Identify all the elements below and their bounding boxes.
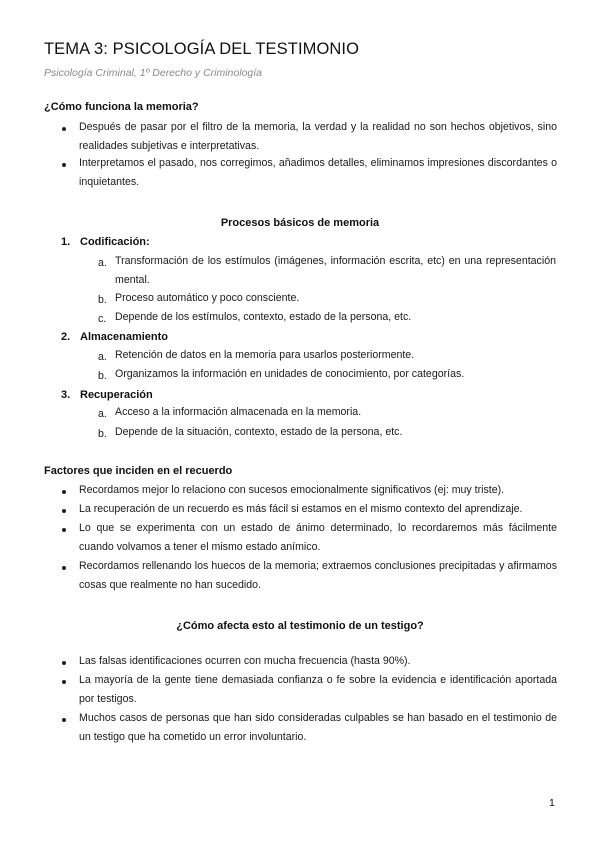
almacenamiento-item-a: Retención de datos en la memoria para usarlos posteriormente. <box>115 349 415 361</box>
factors-bullet-2: La recuperación de un recuerdo es más fácil si estamos en el mismo contexto del aprendizaje. <box>79 503 523 515</box>
memory-bullet-1: Después de pasar por el filtro de la memoria, la verdad y la realidad no son hechos objetivos, sino realidades subjetivas e interpretativas. <box>79 121 557 152</box>
factors-bullet-1: Recordamos mejor lo relaciono con sucesos emocionalmente significativos (ej: muy triste). <box>79 484 505 496</box>
section-heading-processes: Procesos básicos de memoria <box>220 217 380 229</box>
codificacion-item-c: Depende de los estímulos, contexto, estado de la persona, etc. <box>115 311 412 323</box>
process-label-recuperacion: Recuperación <box>80 389 153 401</box>
sub-letter: c. <box>98 313 107 325</box>
testimony-bullet-3: Muchos casos de personas que han sido consideradas culpables se han basado en el testimonio de un testigo que ha cometido un error involuntario. <box>79 712 557 743</box>
process-number: 2. <box>61 331 71 343</box>
factors-bullet-4: Recordamos rellenando los huecos de la memoria; extraemos conclusiones precipitadas y afirmamos cosas que realmente no han sucedido. <box>79 560 557 591</box>
section-heading-factors: Factores que inciden en el recuerdo <box>44 465 233 477</box>
memory-bullet-2: Interpretamos el pasado, nos corregimos, añadimos detalles, eliminamos impresiones discordantes o inquietantes. <box>79 157 557 188</box>
bullet-marker <box>62 528 66 532</box>
codificacion-item-a: Transformación de los estímulos (imágenes, información escrita, etc) en una representación mental. <box>115 255 556 286</box>
testimony-bullet-1: Las falsas identificaciones ocurren con mucha frecuencia (hasta 90%). <box>79 655 411 667</box>
bullet-marker <box>62 163 66 167</box>
sub-letter: a. <box>98 408 107 420</box>
testimony-bullet-2: La mayoría de la gente tiene demasiada confianza o fe sobre la evidencia e identificación aportada por testigos. <box>79 674 557 705</box>
sub-letter: b. <box>98 370 107 382</box>
sub-letter: b. <box>98 294 107 306</box>
process-number: 3. <box>61 389 71 401</box>
bullet-marker <box>62 718 66 722</box>
almacenamiento-item-b: Organizamos la información en unidades de conocimiento, por categorías. <box>115 368 465 380</box>
sub-letter: a. <box>98 257 107 269</box>
page-number: 1 <box>549 797 555 809</box>
bullet-marker <box>62 566 66 570</box>
bullet-marker <box>62 127 66 131</box>
sub-letter: a. <box>98 351 107 363</box>
sub-letter: b. <box>98 428 107 440</box>
recuperacion-item-a: Acceso a la información almacenada en la memoria. <box>115 406 362 418</box>
bullet-marker <box>62 661 66 665</box>
section-heading-memory: ¿Cómo funciona la memoria? <box>44 101 199 113</box>
bullet-marker <box>62 680 66 684</box>
process-label-almacenamiento: Almacenamiento <box>80 331 169 343</box>
section-heading-testimony: ¿Cómo afecta esto al testimonio de un testigo? <box>176 620 424 632</box>
process-number: 1. <box>61 236 71 248</box>
bullet-marker <box>62 490 66 494</box>
document-title: TEMA 3: PSICOLOGÍA DEL TESTIMONIO <box>44 40 360 58</box>
document-subtitle: Psicología Criminal, 1º Derecho y Criminología <box>44 67 263 79</box>
bullet-marker <box>62 509 66 513</box>
codificacion-item-b: Proceso automático y poco consciente. <box>115 292 300 304</box>
factors-bullet-3: Lo que se experimenta con un estado de ánimo determinado, lo recordaremos más fácilmente cuando volvamos a tener el mismo estado anímico. <box>79 522 557 553</box>
recuperacion-item-b: Depende de la situación, contexto, estado de la persona, etc. <box>115 426 403 438</box>
process-label-codificacion: Codificación: <box>80 236 150 248</box>
